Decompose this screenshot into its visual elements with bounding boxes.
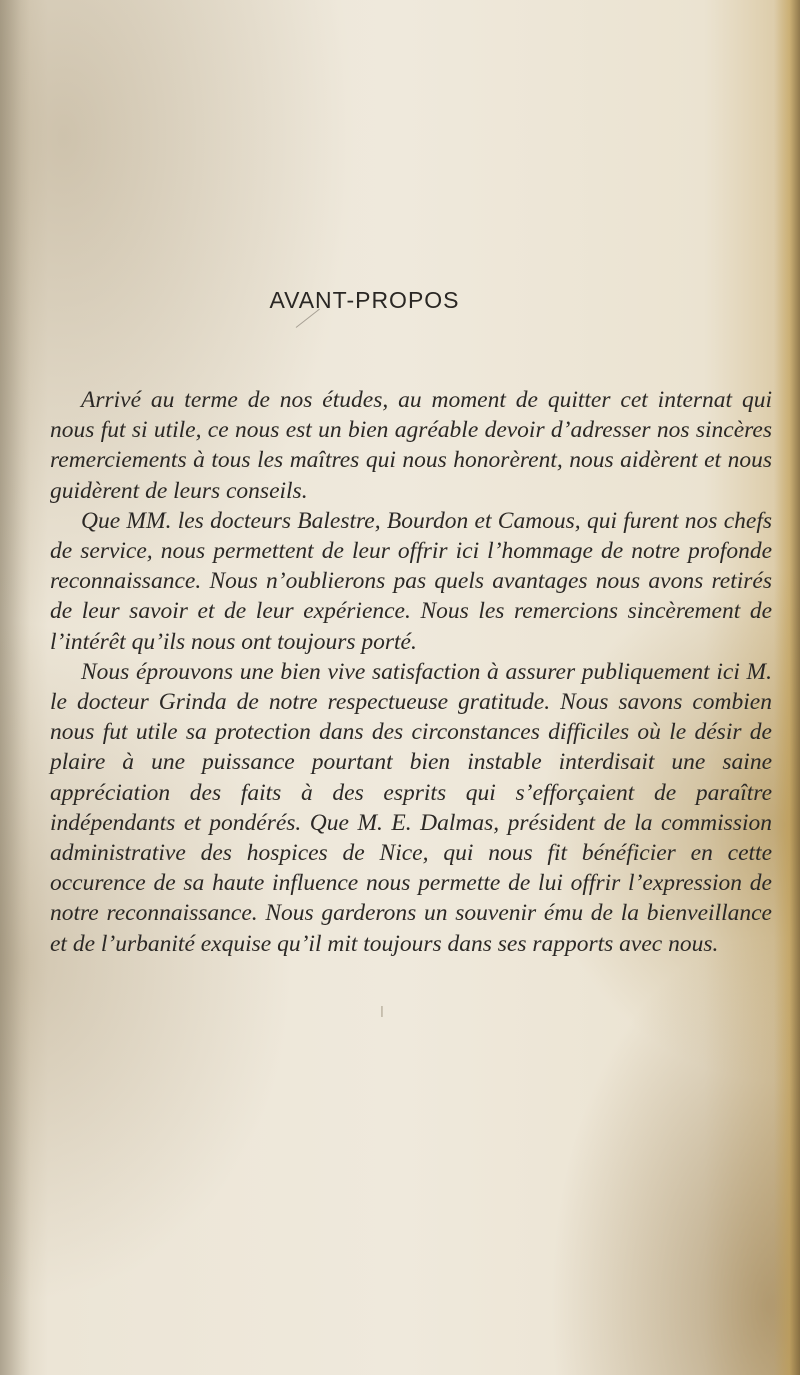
- paragraph-1: Arrivé au terme de nos études, au moment de quitter cet internat qui nous fut si utile, ce nous est un bien agréable devoir d’adresser nos sincères remerciements à tous les maîtres qui nous honorèrent, nous aidèrent et nous guidèrent de leurs conseils.: [50, 387, 772, 504]
- foreword-body: [50, 385, 772, 959]
- page-shadow-left: [0, 0, 30, 1375]
- page-title: AVANT-PROPOS: [269, 287, 460, 313]
- paragraph-2: Que MM. les docteurs Balestre, Bourdon et Camous, qui furent nos chefs de service, nous permettent de leur offrir ici l’hommage de notre profonde reconnaissance. Nous n’oublierons pas quels avantages nous avons retirés de leur savoir et de leur expérience. Nous les remercions sincèrement de l’intérêt qu’ils nous ont toujours porté.: [50, 507, 772, 655]
- faint-mark: l: [380, 1005, 384, 1021]
- paragraph-3: Nous éprouvons une bien vive satisfaction à assurer publiquement ici M. le docteur Grinda de notre respectueuse gratitude. Nous savons combien nous fut utile sa protection dans des circonstances difficiles où le désir de plaire à une puissance pourtant bien instable interdisait une saine appréciation des faits à des esprits qui s’efforçaient de paraître indépendants et pondérés. Que M. E. Dalmas, président de la commission administrative des hospices de Nice, qui nous fit bénéficier en cette occurence de sa haute influence nous permette de lui offrir l’expression de notre reconnaissance. Nous garderons un souvenir ému de la bienveillance et de l’urbanité exquise qu’il mit toujours dans ses rapports avec nous.: [50, 658, 772, 957]
- page-stain-right: [774, 0, 800, 1375]
